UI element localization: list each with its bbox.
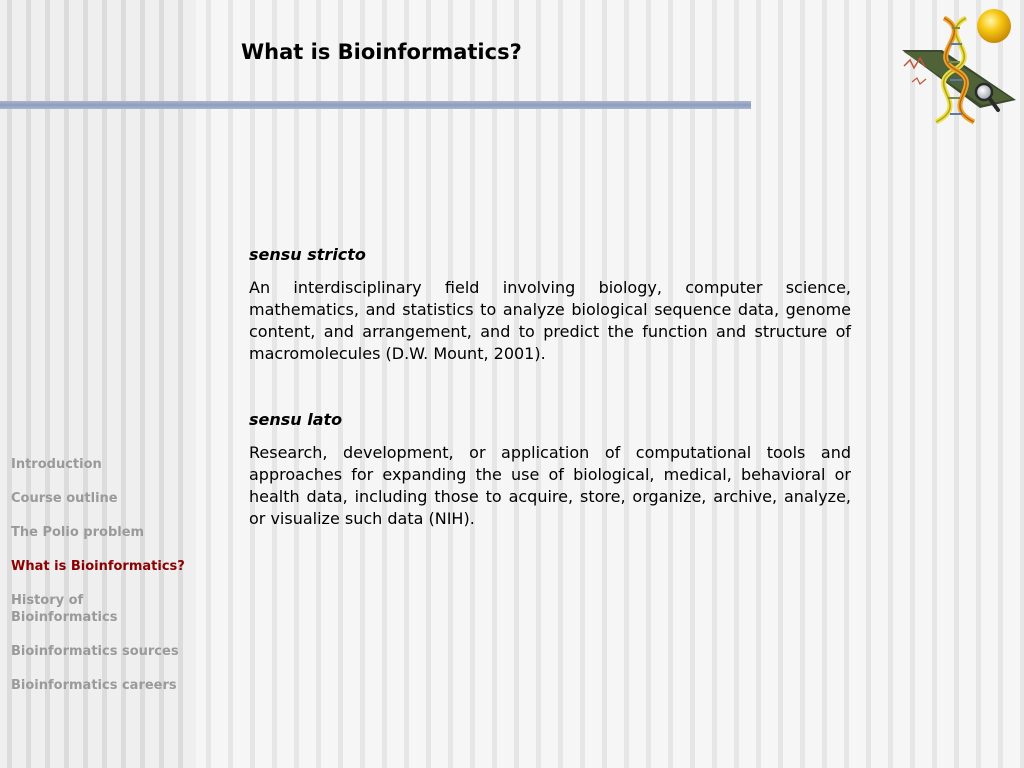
definitions-content [249,244,851,574]
nav-item-sources[interactable]: Bioinformatics sources [11,644,179,659]
definition-block-lato [249,409,851,530]
term-heading: sensu lato [249,410,343,429]
dna-magnifier-logo-icon [896,4,1020,136]
nav-item-introduction[interactable]: Introduction [11,457,102,472]
page-title: What is Bioinformatics? [241,40,522,64]
nav-item-history[interactable]: History of Bioinformatics [11,593,118,625]
term-heading: sensu stricto [249,245,366,264]
definition-block-stricto [249,244,851,365]
nav-item-course-outline[interactable]: Course outline [11,491,118,506]
title-divider [0,101,751,109]
definition-text: An interdisciplinary field involving biology, computer science, mathematics, and statistics to analyze biological sequence data, genome content, and arrangement, and to predict the function and structure of macromolecules (D.W. Mount, 2001). [249,278,851,363]
nav-item-polio-problem[interactable]: The Polio problem [11,525,145,540]
nav-item-what-is-bioinformatics[interactable]: What is Bioinformatics? [11,559,185,574]
definition-text: Research, development, or application of computational tools and approaches for expanding the use of biological, medical, behavioral or health data, including those to acquire, store, organize, archive, analyze, or visualize such data (NIH). [249,443,851,528]
sidebar-nav [11,456,186,711]
nav-item-careers[interactable]: Bioinformatics careers [11,678,177,693]
